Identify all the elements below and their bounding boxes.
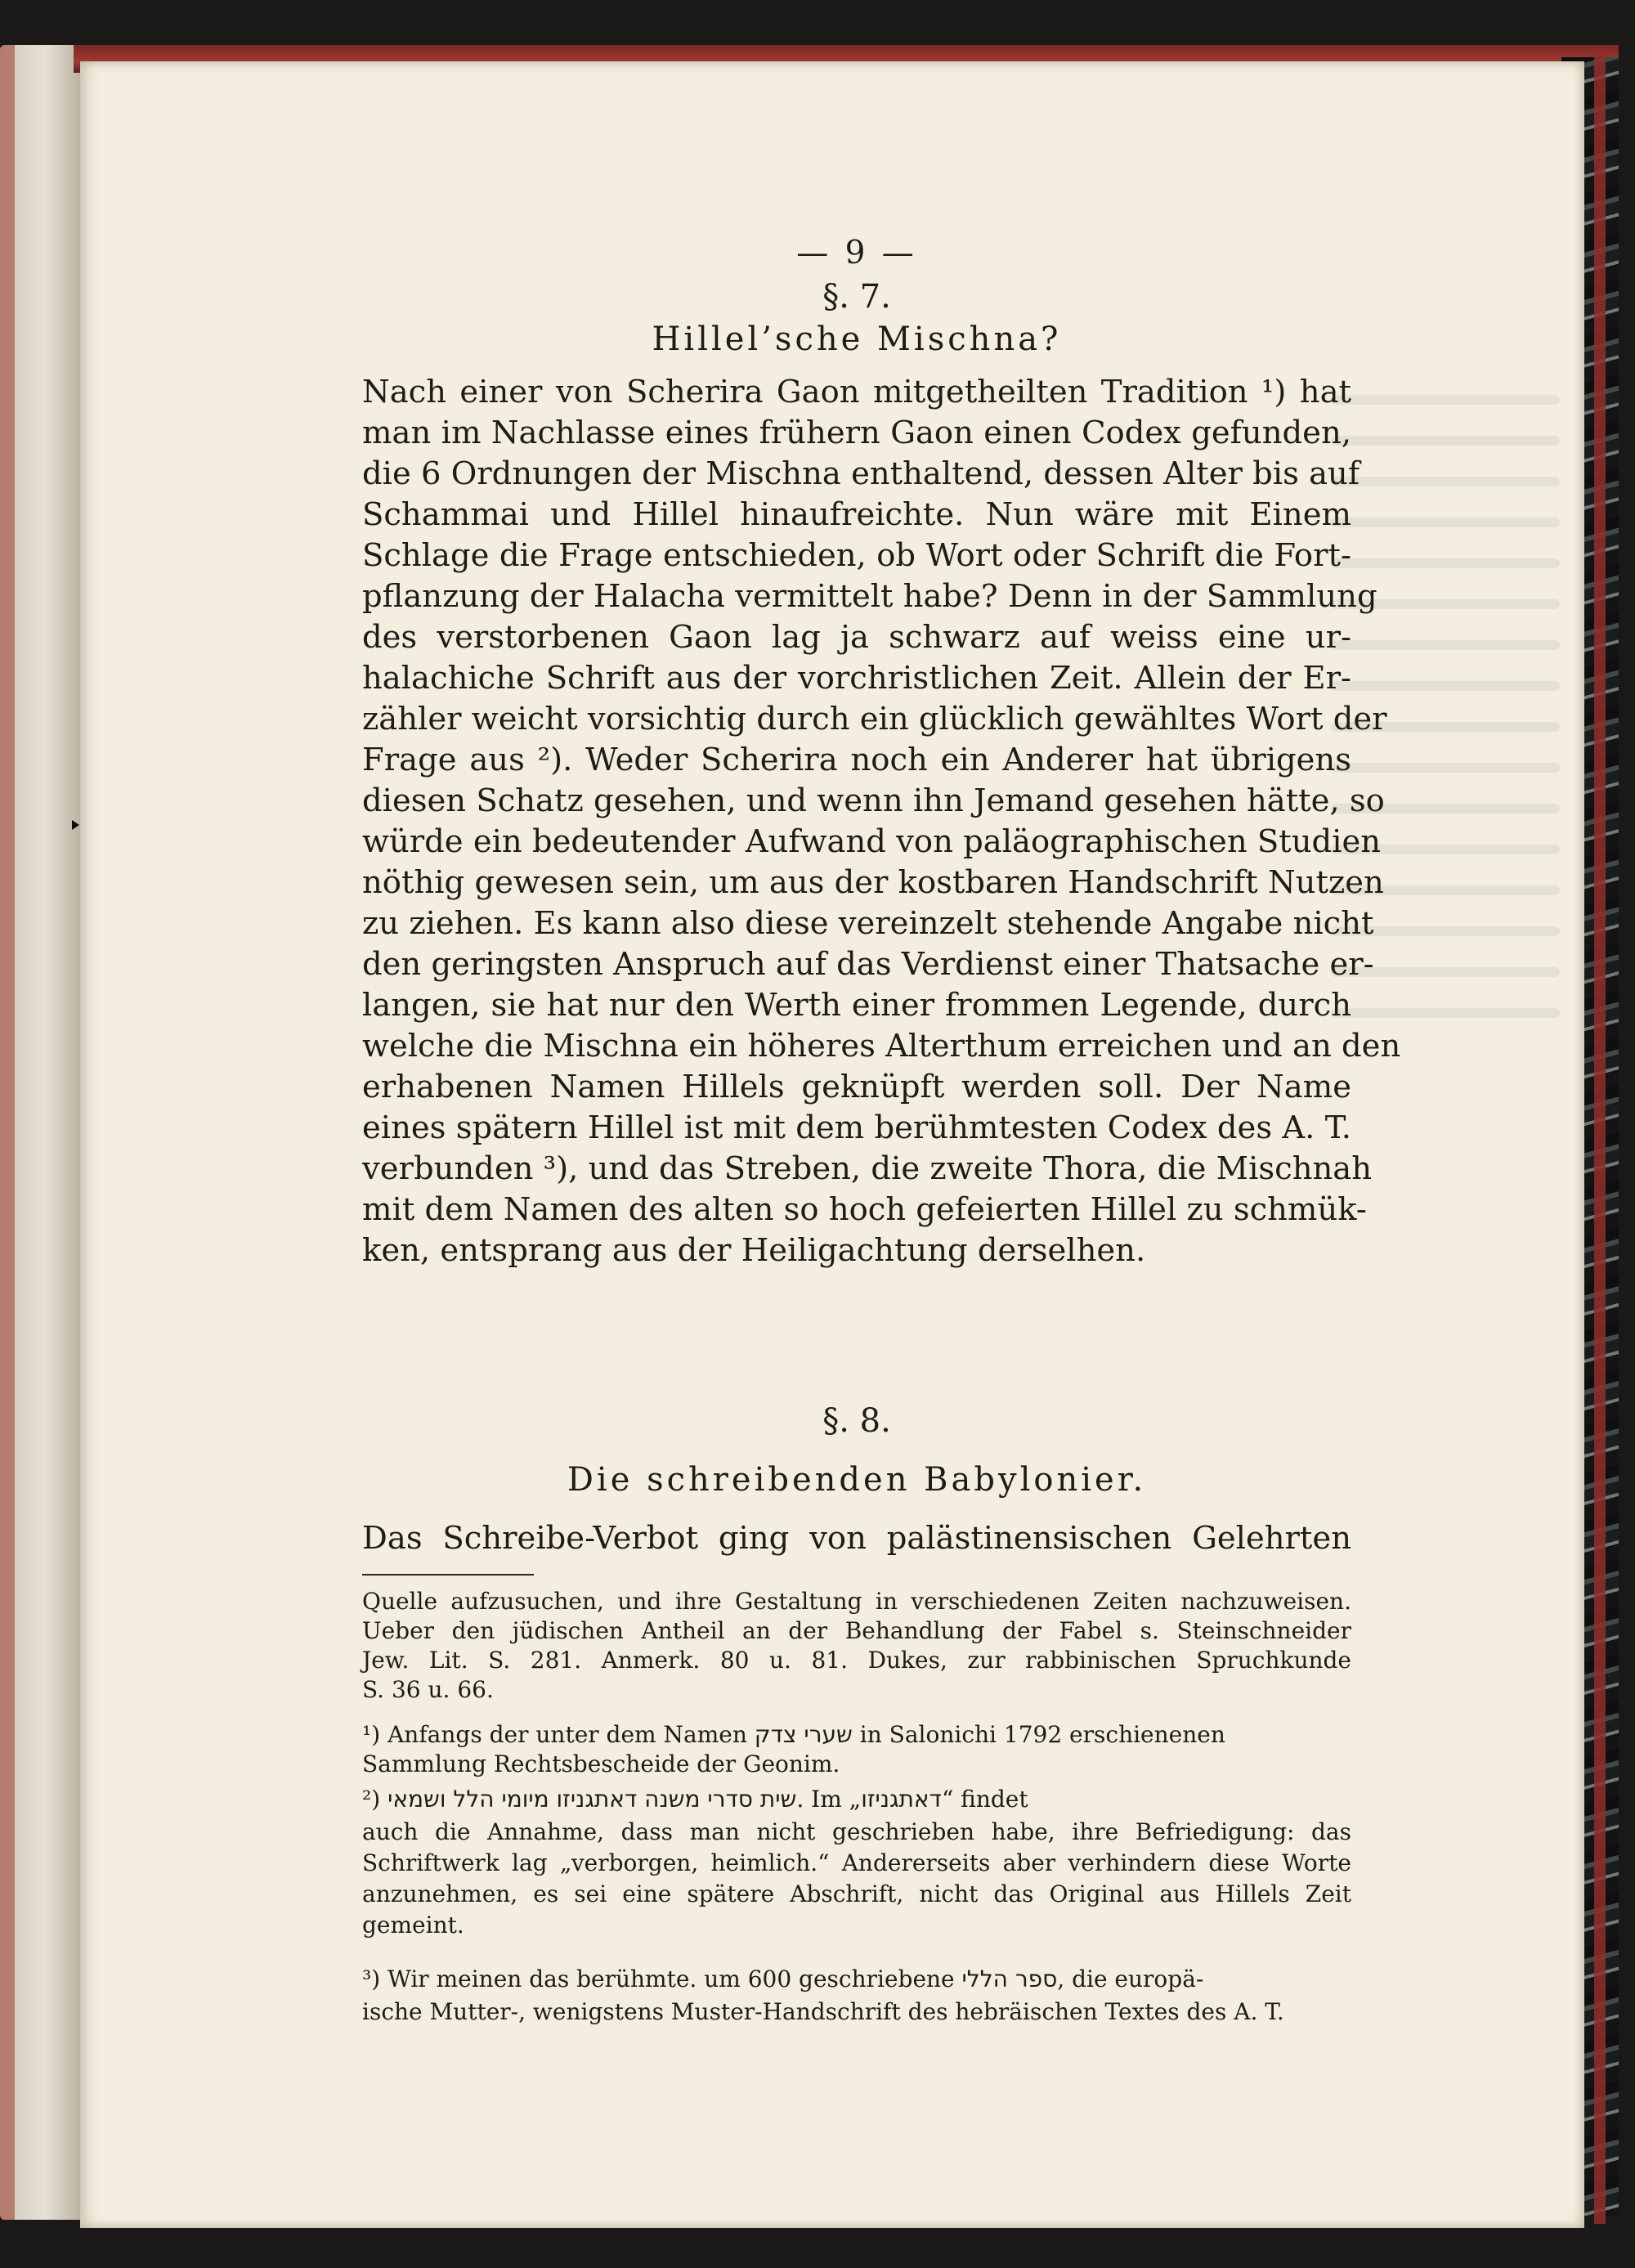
section-7-title: Hillel’sche Mischna? (652, 320, 1062, 358)
footnote-2-hebrew-2: דאתגניזו (861, 1786, 942, 1813)
section-7-line: pflanzung der Halacha vermittelt habe? Denn in der Sammlung (362, 578, 1377, 615)
section-7-line: diesen Schatz gesehen, und wenn ihn Jemand gesehen hätte, so (362, 782, 1385, 819)
section-7-line: Schammai und Hillel hinaufreichte. Nun wäre mit Einem (362, 496, 1351, 533)
left-cover-edge (0, 45, 15, 2220)
section-7-line: des verstorbenen Gaon lag ja schwarz auf weiss eine ur- (362, 619, 1351, 656)
section-8-first-line: Das Schreibe-Verbot ging von palästinensischen Gelehrten (362, 1520, 1351, 1557)
section-7-line: welche die Mischna ein höheres Alterthum erreichen und an den (362, 1028, 1401, 1065)
footnote-2-line-1 (362, 1785, 1351, 1814)
footnote-1-hebrew: שערי צדק (754, 1721, 853, 1748)
footnote-3-post: , die europä- (1057, 1965, 1204, 1992)
margin-arrow-icon (72, 820, 79, 830)
section-7-number: §. 7. (822, 278, 891, 316)
footnote-2-line: gemeint. (362, 1912, 464, 1939)
section-7-line: Frage aus ²). Weder Scherira noch ein Anderer hat übrigens (362, 742, 1351, 778)
footnote-separator (362, 1574, 534, 1575)
footnote-2-mid: . Im „ (796, 1786, 862, 1813)
section-7-line: verbunden ³), und das Streben, die zweite Thora, die Mischnah (362, 1150, 1373, 1187)
footnote-3-line-1 (362, 1965, 1351, 1994)
footnote-continuation-line: Jew. Lit. S. 281. Anmerk. 80 u. 81. Dukes, zur rabbinischen Spruchkunde (362, 1647, 1351, 1674)
section-7-line: zähler weicht vorsichtig durch ein glücklich gewähltes Wort der (362, 701, 1387, 737)
section-7-line: zu ziehen. Es kann also diese vereinzelt stehende Angabe nicht (362, 905, 1374, 942)
footnote-1-post: in Salonichi 1792 erschienenen (859, 1721, 1225, 1748)
section-7-line: nöthig gewesen sein, um aus der kostbaren Handschrift Nutzen (362, 864, 1384, 901)
section-7-line: mit dem Namen des alten so hoch gefeierten Hillel zu schmük- (362, 1191, 1367, 1228)
footnote-1-pre: Anfangs der unter dem Namen (387, 1721, 747, 1748)
section-8-number: §. 8. (822, 1402, 891, 1440)
footnote-1-line-1 (362, 1720, 1351, 1750)
section-7-line: man im Nachlasse eines frühern Gaon einen Codex gefunden, (362, 415, 1351, 451)
footnote-3-hebrew: ספר הללי (961, 1965, 1058, 1992)
footnote-1-marker: ¹) (362, 1721, 381, 1748)
footnote-continuation-line: Quelle aufzusuchen, und ihre Gestaltung in verschiedenen Zeiten nachzuweisen. (362, 1588, 1351, 1615)
footnote-2-post: “ findet (941, 1786, 1028, 1813)
footnote-2-hebrew: שית סדרי משנה דאתגניזו מיומי הלל ושמאי (387, 1786, 797, 1813)
section-7-line: Schlage die Frage entschieden, ob Wort oder Schrift die Fort- (362, 537, 1351, 574)
book-page (80, 61, 1584, 2228)
footnote-1-line-2: Sammlung Rechtsbescheide der Geonim. (362, 1750, 840, 1777)
footnote-2-line: Schriftwerk lag „verborgen, heimlich.“ Andererseits aber verhindern diese Worte (362, 1849, 1351, 1876)
section-7-line: würde ein bedeutender Aufwand von paläographischen Studien (362, 823, 1382, 860)
footnote-2-line: auch die Annahme, dass man nicht geschrieben habe, ihre Befriedigung: das (362, 1818, 1351, 1845)
section-7-line: eines spätern Hillel ist mit dem berühmtesten Codex des A. T. (362, 1109, 1351, 1146)
page-number: — 9 — (796, 235, 917, 271)
section-8-title: Die schreibenden Babylonier. (567, 1461, 1147, 1499)
footnote-continuation-line: S. 36 u. 66. (362, 1676, 494, 1703)
section-7-line: ken, entsprang aus der Heiligachtung derselhen. (362, 1232, 1146, 1269)
footnote-3-marker: ³) (362, 1965, 381, 1992)
footnote-2-line: anzunehmen, es sei eine spätere Abschrift, nicht das Original aus Hillels Zeit (362, 1880, 1351, 1907)
section-7-line: den geringsten Anspruch auf das Verdienst einer Thatsache er- (362, 946, 1374, 983)
footnote-2-marker: ²) (362, 1786, 381, 1813)
section-7-line: erhabenen Namen Hillels geknüpft werden soll. Der Name (362, 1069, 1351, 1105)
section-7-line: langen, sie hat nur den Werth einer frommen Legende, durch (362, 987, 1351, 1024)
section-7-line: die 6 Ordnungen der Mischna enthaltend, dessen Alter bis auf (362, 455, 1360, 492)
section-7-line: halachiche Schrift aus der vorchristlichen Zeit. Allein der Er- (362, 660, 1351, 697)
footnote-3-line-2: ische Mutter-, wenigstens Muster-Handschrift des hebräischen Textes des A. T. (362, 1998, 1284, 2025)
footnote-3-pre: Wir meinen das berühmte. um 600 geschriebene (387, 1965, 955, 1992)
footnote-continuation-line: Ueber den jüdischen Antheil an der Behandlung der Fabel s. Steinschneider (362, 1617, 1351, 1644)
section-7-line: Nach einer von Scherira Gaon mitgetheilten Tradition ¹) hat (362, 374, 1351, 410)
right-cloth-edge (1594, 49, 1606, 2224)
